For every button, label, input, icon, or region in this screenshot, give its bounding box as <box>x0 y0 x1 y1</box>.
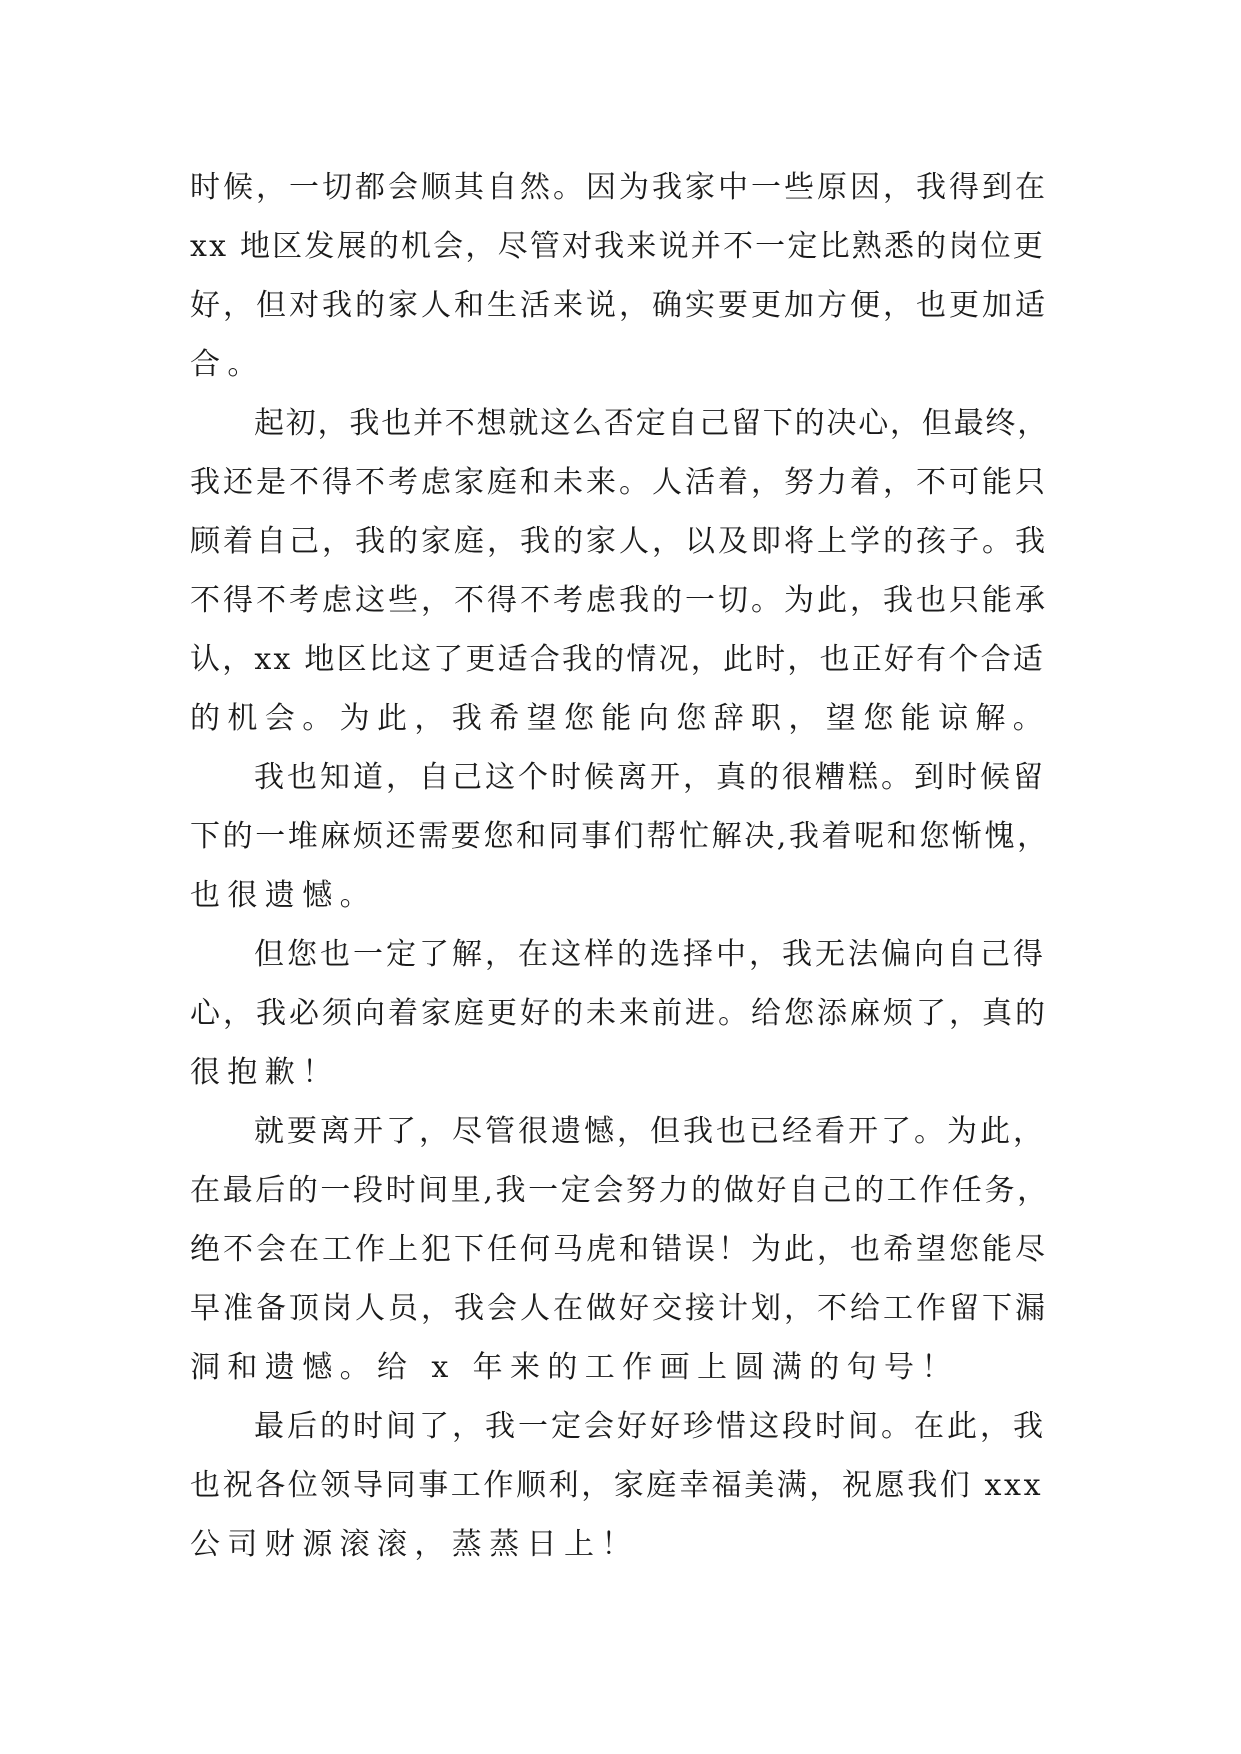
text-line: 心，我必须向着家庭更好的未来前进。给您添麻烦了，真的 <box>190 996 1048 1031</box>
text-line: 但您也一定了解，在这样的选择中，我无法偏向自己得 <box>254 937 1046 972</box>
text-line: 不得不考虑这些，不得不考虑我的一切。为此，我也只能承 <box>190 583 1048 618</box>
text-line: 认，xx 地区比这了更适合我的情况，此时，也正好有个合适 <box>190 642 1045 677</box>
text-line: 顾着自己，我的家庭，我的家人，以及即将上学的孩子。我 <box>190 524 1048 559</box>
text-line: 绝不会在工作上犯下任何马虎和错误！为此，也希望您能尽 <box>190 1232 1048 1267</box>
text-line: 下的一堆麻烦还需要您和同事们帮忙解决,我着呢和您惭愧， <box>190 819 1050 854</box>
text-line: 起初，我也并不想就这么否定自己留下的决心，但最终， <box>254 406 1049 441</box>
text-line: 很抱歉！ <box>190 1055 340 1090</box>
text-line: 洞和遗憾。给 x 年来的工作画上圆满的句号！ <box>190 1350 959 1385</box>
text-line: 好，但对我的家人和生活来说，确实要更加方便，也更加适 <box>190 288 1048 323</box>
text-line: 我也知道，自己这个时候离开，真的很糟糕。到时候留 <box>254 760 1046 795</box>
text-line: 就要离开了，尽管很遗憾，但我也已经看开了。为此， <box>254 1114 1046 1149</box>
text-line: 公司财源滚滚，蒸蒸日上！ <box>190 1527 639 1562</box>
text-line: 最后的时间了，我一定会好好珍惜这段时间。在此，我 <box>254 1409 1046 1444</box>
text-line: xx 地区发展的机会，尽管对我来说并不一定比熟悉的岗位更 <box>190 229 1045 264</box>
text-line: 早准备顶岗人员，我会人在做好交接计划，不给工作留下漏 <box>190 1291 1048 1326</box>
text-line: 时候，一切都会顺其自然。因为我家中一些原因，我得到在 <box>190 170 1048 205</box>
text-line: 也祝各位领导同事工作顺利，家庭幸福美满，祝愿我们 xxx <box>190 1468 1044 1503</box>
text-line: 我还是不得不考虑家庭和未来。人活着，努力着，不可能只 <box>190 465 1048 500</box>
text-line: 也很遗憾。 <box>190 878 377 913</box>
text-line: 的机会。为此，我希望您能向您辞职，望您能谅解。 <box>190 701 1051 736</box>
text-line: 合。 <box>190 347 265 382</box>
document-body <box>190 158 1050 1574</box>
text-line: 在最后的一段时间里,我一定会努力的做好自己的工作任务， <box>190 1173 1050 1208</box>
